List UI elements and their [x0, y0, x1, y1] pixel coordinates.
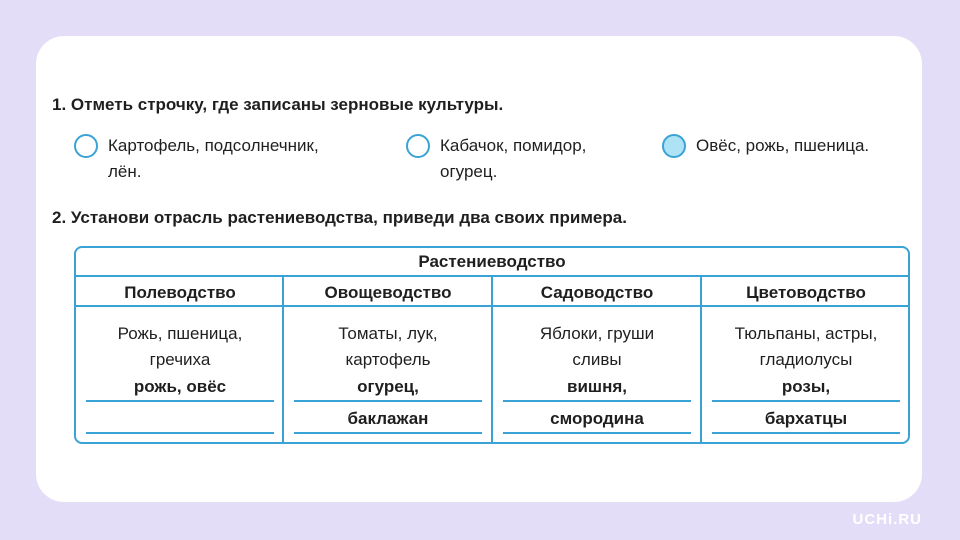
column-vegetables	[284, 248, 492, 442]
answer-field[interactable]: рожь, овёс	[86, 376, 274, 402]
option-potato[interactable]	[74, 134, 348, 185]
option-oats[interactable]	[662, 134, 936, 159]
column-examples: Тюльпаны, астры, гладиолусы	[734, 324, 878, 369]
column-field-crops	[76, 248, 284, 442]
brand-logo: UCHi.RU	[852, 511, 922, 528]
radio-button-checked[interactable]	[662, 134, 686, 158]
answer-field[interactable]: смородина	[503, 408, 691, 434]
task1-title: 1. Отметь строчку, где записаны зерновые культуры.	[52, 95, 504, 114]
column-examples: Яблоки, груши сливы	[539, 324, 655, 369]
answer-field[interactable]: розы,	[712, 376, 900, 402]
column-header: Овощеводство	[324, 283, 452, 302]
answer-field[interactable]: вишня,	[503, 376, 691, 402]
option-zucchini[interactable]	[406, 134, 680, 185]
column-examples: Томаты, лук, картофель	[338, 324, 438, 369]
task2-title: 2. Установи отрасль растениеводства, приведи два своих примера.	[52, 208, 627, 227]
table-caption: Растениеводство	[418, 252, 566, 271]
column-header: Садоводство	[540, 283, 654, 302]
crop-table	[74, 246, 910, 444]
column-floriculture	[702, 248, 910, 442]
column-header: Цветоводство	[746, 283, 866, 302]
option-label: Картофель, подсолнечник, лён.	[108, 136, 319, 181]
column-header: Полеводство	[124, 283, 236, 302]
answer-field[interactable]: баклажан	[294, 408, 482, 434]
radio-button[interactable]	[74, 134, 98, 158]
column-gardening	[493, 248, 701, 442]
answer-field[interactable]: огурец,	[294, 376, 482, 402]
option-label: Овёс, рожь, пшеница.	[696, 136, 870, 155]
option-label: Кабачок, помидор, огурец.	[440, 136, 587, 181]
answer-field[interactable]: бархатцы	[712, 408, 900, 434]
column-examples: Рожь, пшеница, гречиха	[117, 324, 243, 369]
answer-field[interactable]	[86, 408, 274, 434]
radio-button[interactable]	[406, 134, 430, 158]
